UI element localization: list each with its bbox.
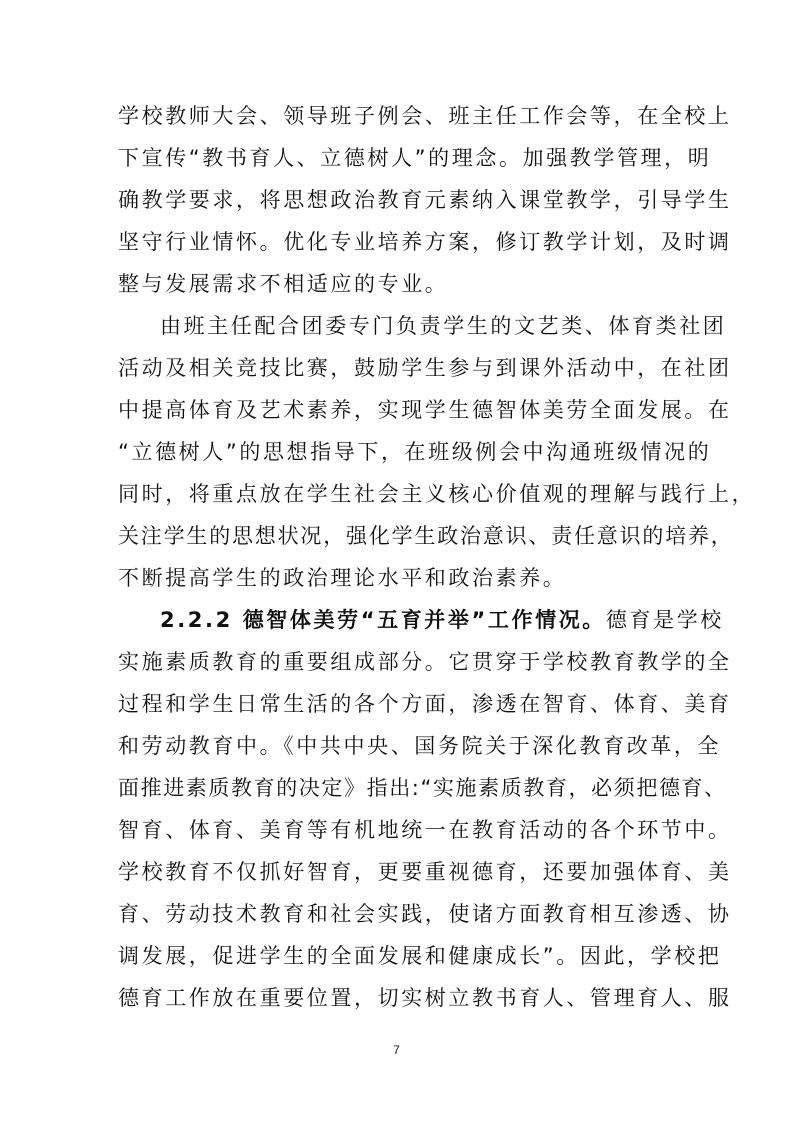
- paragraph-3-line-1-rest: 德育是学校: [605, 608, 724, 632]
- paragraph-2-line-1: 由班主任配合团委专门负责学生的文艺类、体育类社团: [160, 314, 727, 338]
- paragraph-3-line-10: 德育工作放在重要位置，切实树立教书育人、管理育人、服: [118, 986, 732, 1010]
- paragraph-3-line-6: 智育、体育、美育等有机地统一在教育活动的各个环节中。: [118, 818, 732, 842]
- paragraph-3-line-2: 实施素质教育的重要组成部分。它贯穿于学校教育教学的全: [118, 650, 732, 674]
- paragraph-2-line-3: 中提高体育及艺术素养，实现学生德智体美劳全面发展。在: [118, 398, 732, 422]
- paragraph-3-line-1: [160, 608, 724, 632]
- paragraph-2-line-2: 活动及相关竞技比赛，鼓励学生参与到课外活动中，在社团: [118, 356, 732, 380]
- paragraph-3-line-9: 调发展，促进学生的全面发展和健康成长”。因此，学校把: [118, 944, 722, 968]
- paragraph-1-line-2: 下宣传“教书育人、立德树人”的理念。加强教学管理，明: [118, 146, 712, 170]
- section-heading: 2.2.2 德智体美劳“五育并举”工作情况。: [160, 608, 606, 632]
- paragraph-1-line-1: 学校教师大会、领导班子例会、班主任工作会等，在全校上: [118, 104, 732, 128]
- page-number: 7: [393, 1043, 400, 1057]
- paragraph-3-line-8: 育、劳动技术教育和社会实践，使诸方面教育相互渗透、协: [118, 902, 732, 926]
- paragraph-2-line-5: 同时，将重点放在学生社会主义核心价值观的理解与践行上，: [118, 482, 756, 506]
- paragraph-3-line-4: 和劳动教育中。《中共中央、国务院关于深化教育改革，全: [118, 734, 722, 758]
- paragraph-1-line-3: 确教学要求，将思想政治教育元素纳入课堂教学，引导学生: [118, 188, 732, 212]
- paragraph-2-line-7: 不断提高学生的政治理论水平和政治素养。: [118, 566, 567, 590]
- paragraph-3-line-3: 过程和学生日常生活的各个方面，渗透在智育、体育、美育: [118, 692, 732, 716]
- paragraph-3-line-5: 面推进素质教育的决定》指出:“实施素质教育，必须把德育、: [118, 776, 727, 800]
- paragraph-2-line-4: “立德树人”的思想指导下，在班级例会中沟通班级情况的: [118, 440, 712, 464]
- paragraph-3-line-7: 学校教育不仅抓好智育，更要重视德育，还要加强体育、美: [118, 860, 732, 884]
- paragraph-2-line-6: 关注学生的思想状况，强化学生政治意识、责任意识的培养，: [118, 524, 734, 548]
- paragraph-1-line-4: 坚守行业情怀。优化专业培养方案，修订教学计划，及时调: [118, 230, 732, 254]
- paragraph-1-line-5: 整与发展需求不相适应的专业。: [118, 272, 449, 296]
